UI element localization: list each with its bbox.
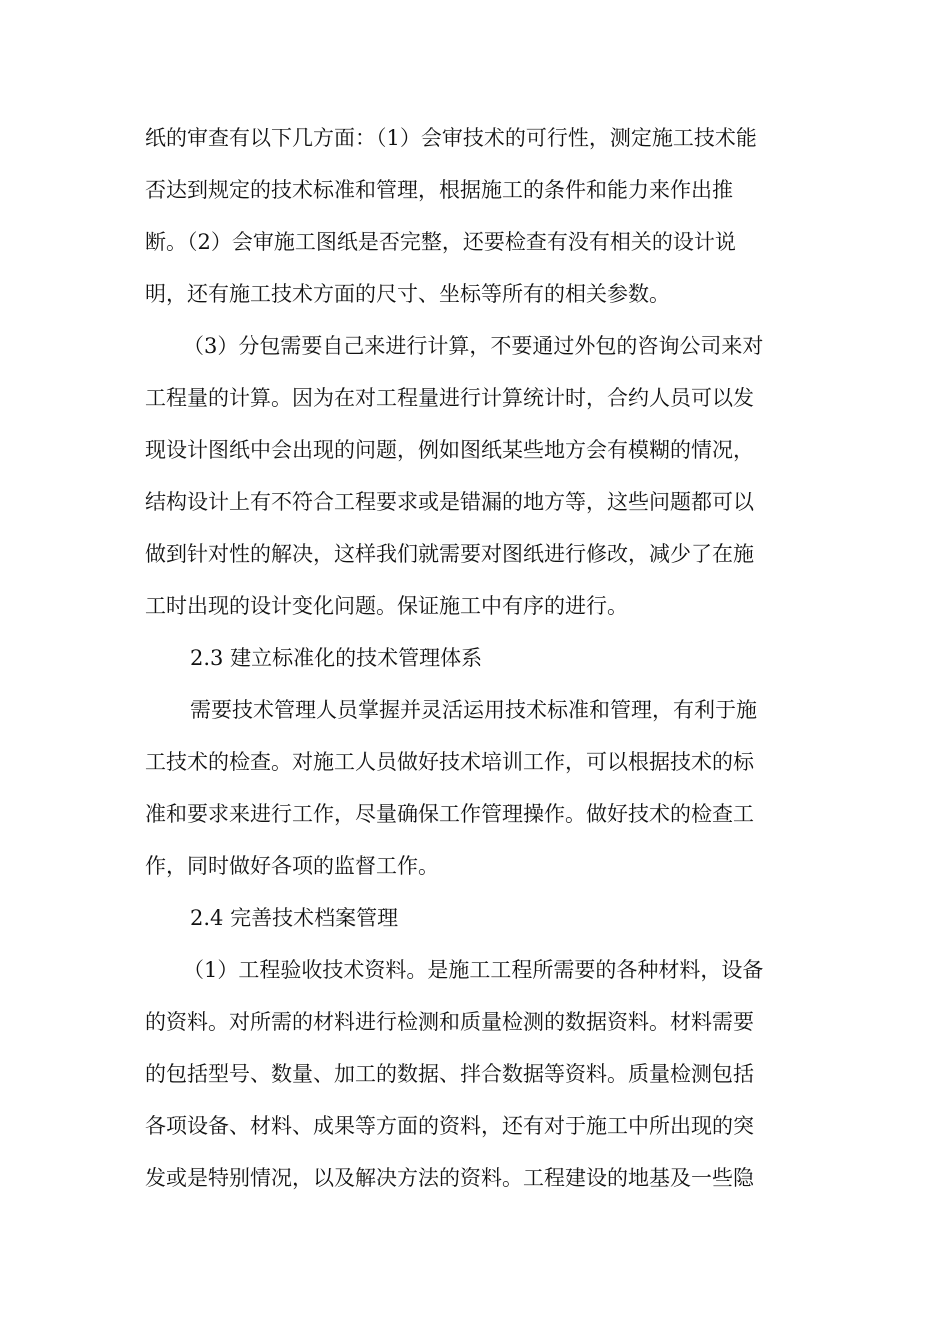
text-line: 明，还有施工技术方面的尺寸、坐标等所有的相关参数。 bbox=[145, 282, 670, 306]
text-line: 工技术的检查。对施工人员做好技术培训工作，可以根据技术的标 bbox=[145, 750, 754, 774]
text-line: 的资料。对所需的材料进行检测和质量检测的数据资料。材料需要 bbox=[145, 1010, 754, 1034]
text-line: 作，同时做好各项的监督工作。 bbox=[145, 854, 439, 878]
text-line: 准和要求来进行工作，尽量确保工作管理操作。做好技术的检查工 bbox=[145, 802, 754, 826]
text-line: 需要技术管理人员掌握并灵活运用技术标准和管理，有利于施 bbox=[190, 698, 757, 722]
text-line: （1）工程验收技术资料。是施工工程所需要的各种材料，设备 bbox=[183, 958, 764, 982]
text-line: 结构设计上有不符合工程要求或是错漏的地方等，这些问题都可以 bbox=[145, 490, 754, 514]
text-line: 发或是特别情况，以及解决方法的资料。工程建设的地基及一些隐 bbox=[145, 1166, 754, 1190]
text-line: 的包括型号、数量、加工的数据、拌合数据等资料。质量检测包括 bbox=[145, 1062, 754, 1086]
text-line: 做到针对性的解决，这样我们就需要对图纸进行修改，减少了在施 bbox=[145, 542, 754, 566]
text-line: 工程量的计算。因为在对工程量进行计算统计时，合约人员可以发 bbox=[145, 386, 754, 410]
text-line: 纸的审查有以下几方面：（1）会审技术的可行性，测定施工技术能 bbox=[145, 126, 757, 150]
text-line: 否达到规定的技术标准和管理，根据施工的条件和能力来作出推 bbox=[145, 178, 733, 202]
text-line: 断。（2）会审施工图纸是否完整，还要检查有没有相关的设计说 bbox=[145, 230, 736, 254]
section-heading: 2.4 完善技术档案管理 bbox=[190, 906, 399, 930]
text-line: 工时出现的设计变化问题。保证施工中有序的进行。 bbox=[145, 594, 628, 618]
section-heading: 2.3 建立标准化的技术管理体系 bbox=[190, 646, 483, 670]
text-line: 各项设备、材料、成果等方面的资料，还有对于施工中所出现的突 bbox=[145, 1114, 754, 1138]
text-line: （3）分包需要自己来进行计算，不要通过外包的咨询公司来对 bbox=[183, 334, 764, 358]
text-line: 现设计图纸中会出现的问题，例如图纸某些地方会有模糊的情况， bbox=[145, 438, 754, 462]
